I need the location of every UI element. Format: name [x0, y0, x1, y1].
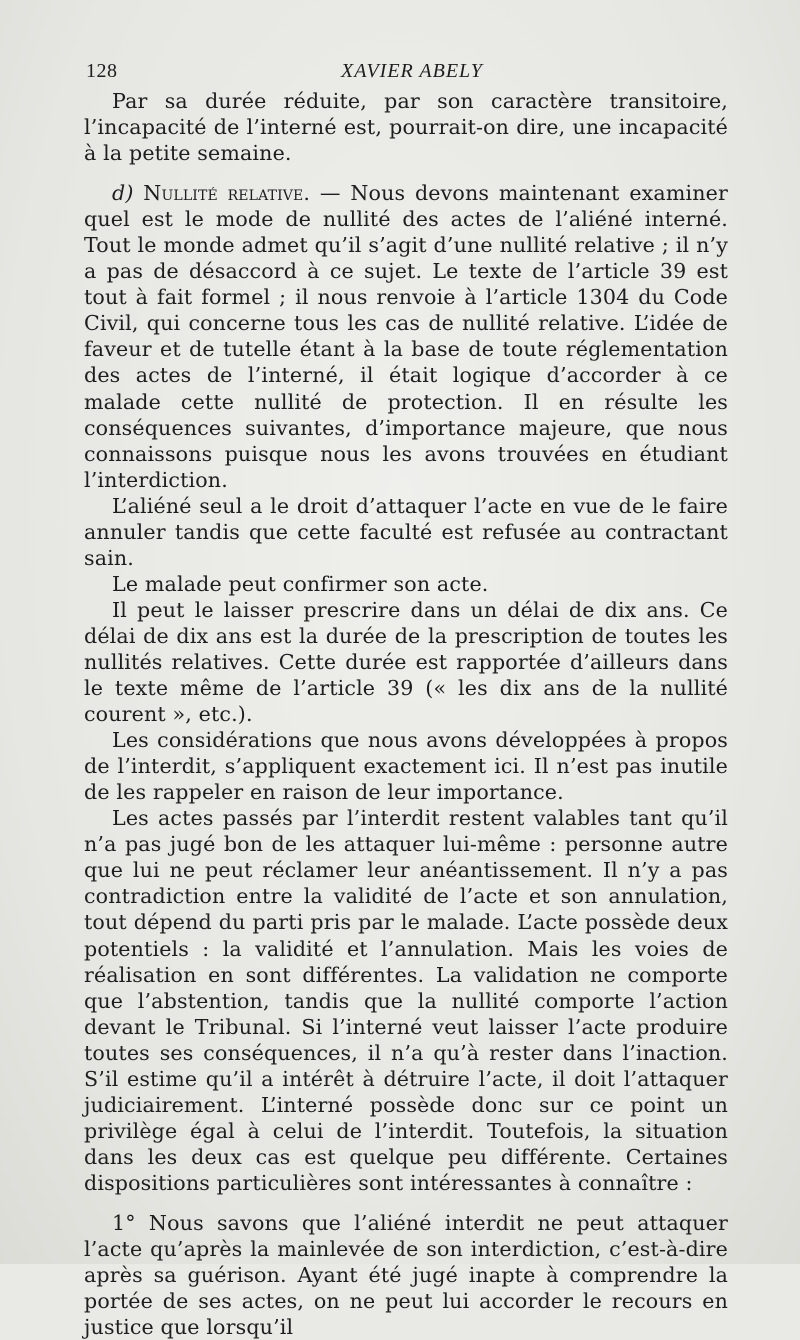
- paragraph-point-1: 1° Nous savons que l’aliéné interdit ne peut attaquer l’acte qu’après la mainlevée de son interdiction, c’est-à-dire après sa guérison. Ayant été jugé inapte à comprendre la portée de ses actes, on ne peut lui accorder le recours en justice que lorsqu’il: [84, 1210, 728, 1340]
- paragraph-nullite-relative: [84, 180, 728, 493]
- running-head: [86, 60, 714, 84]
- paragraph-incapacite-petite-semaine: Par sa durée réduite, par son caractère transitoire, l’incapacité de l’interné est, pourrait-on dire, une incapacité à la petite semaine.: [84, 89, 728, 166]
- paragraph-considerations: Les considérations que nous avons développées à propos de l’interdit, s’appliquent exactement ici. Il n’est pas inutile de les rappeler en raison de leur importance.: [84, 728, 728, 805]
- paragraph-confirmer-acte: Le malade peut confirmer son acte.: [112, 571, 489, 596]
- body-text: [84, 88, 728, 1340]
- section-title: Nullité relative.: [143, 181, 311, 206]
- page-number: 128: [86, 60, 118, 82]
- paragraph-actes-passes: Les actes passés par l’interdit restent valables tant qu’il n’a pas jugé bon de les attaquer lui-même : personne autre que lui ne peut réclamer leur anéantissement. Il n’y a pas contradiction entre la validité de l’acte et son annulation, tout dépend du parti pris par le malade. L’acte possède deux potentiels : la validité et l’annulation. Mais les voies de réalisation en sont différentes. La validation ne comporte que l’abstention, tandis que la nullité comporte l’action devant le Tribunal. Si l’interné veut laisser l’acte produire toutes ses conséquences, il n’a qu’à rester dans l’inaction. S’il estime qu’il a intérêt à détruire l’acte, il doit l’attaquer judiciairement. L’interné possède donc sur ce point un privilège égal à celui de l’interdit. Toutefois, la situation dans les deux cas est quelque peu différente. Certaines dispositions particulières sont intéressantes à connaître :: [84, 806, 728, 1195]
- paragraph-droit-d-attaquer: L’aliéné seul a le droit d’attaquer l’acte en vue de le faire annuler tandis que cette faculté est refusée au contractant sain.: [84, 493, 728, 570]
- section-text: — Nous devons maintenant examiner quel est le mode de nullité des actes de l’aliéné interné. Tout le monde admet qu’il s’agit d’une nullité relative ; il n’y a pas de désaccord à ce sujet. Le texte de l’article 39 est tout à fait formel ; il nous renvoie à l’article 1304 du Code Civil, qui concerne tous les cas de nullité relative. L’idée de faveur et de tutelle étant à la base de toute réglementation des actes de l’interné, il était logique d’accorder à ce malade cette nullité de protection. Il en résulte les conséquences suivantes, d’importance majeure, que nous connaissons puisque nous les avons trouvées en étudiant l’interdiction.: [84, 181, 729, 492]
- section-label: d): [112, 181, 134, 206]
- running-title: XAVIER ABELY: [341, 60, 483, 82]
- paragraph-prescription: Il peut le laisser prescrire dans un délai de dix ans. Ce délai de dix ans est la durée de la prescription de toutes les nullités relatives. Cette durée est rapportée d’ailleurs dans le texte même de l’article 39 (« les dix ans de la nullité courent », etc.).: [84, 597, 728, 727]
